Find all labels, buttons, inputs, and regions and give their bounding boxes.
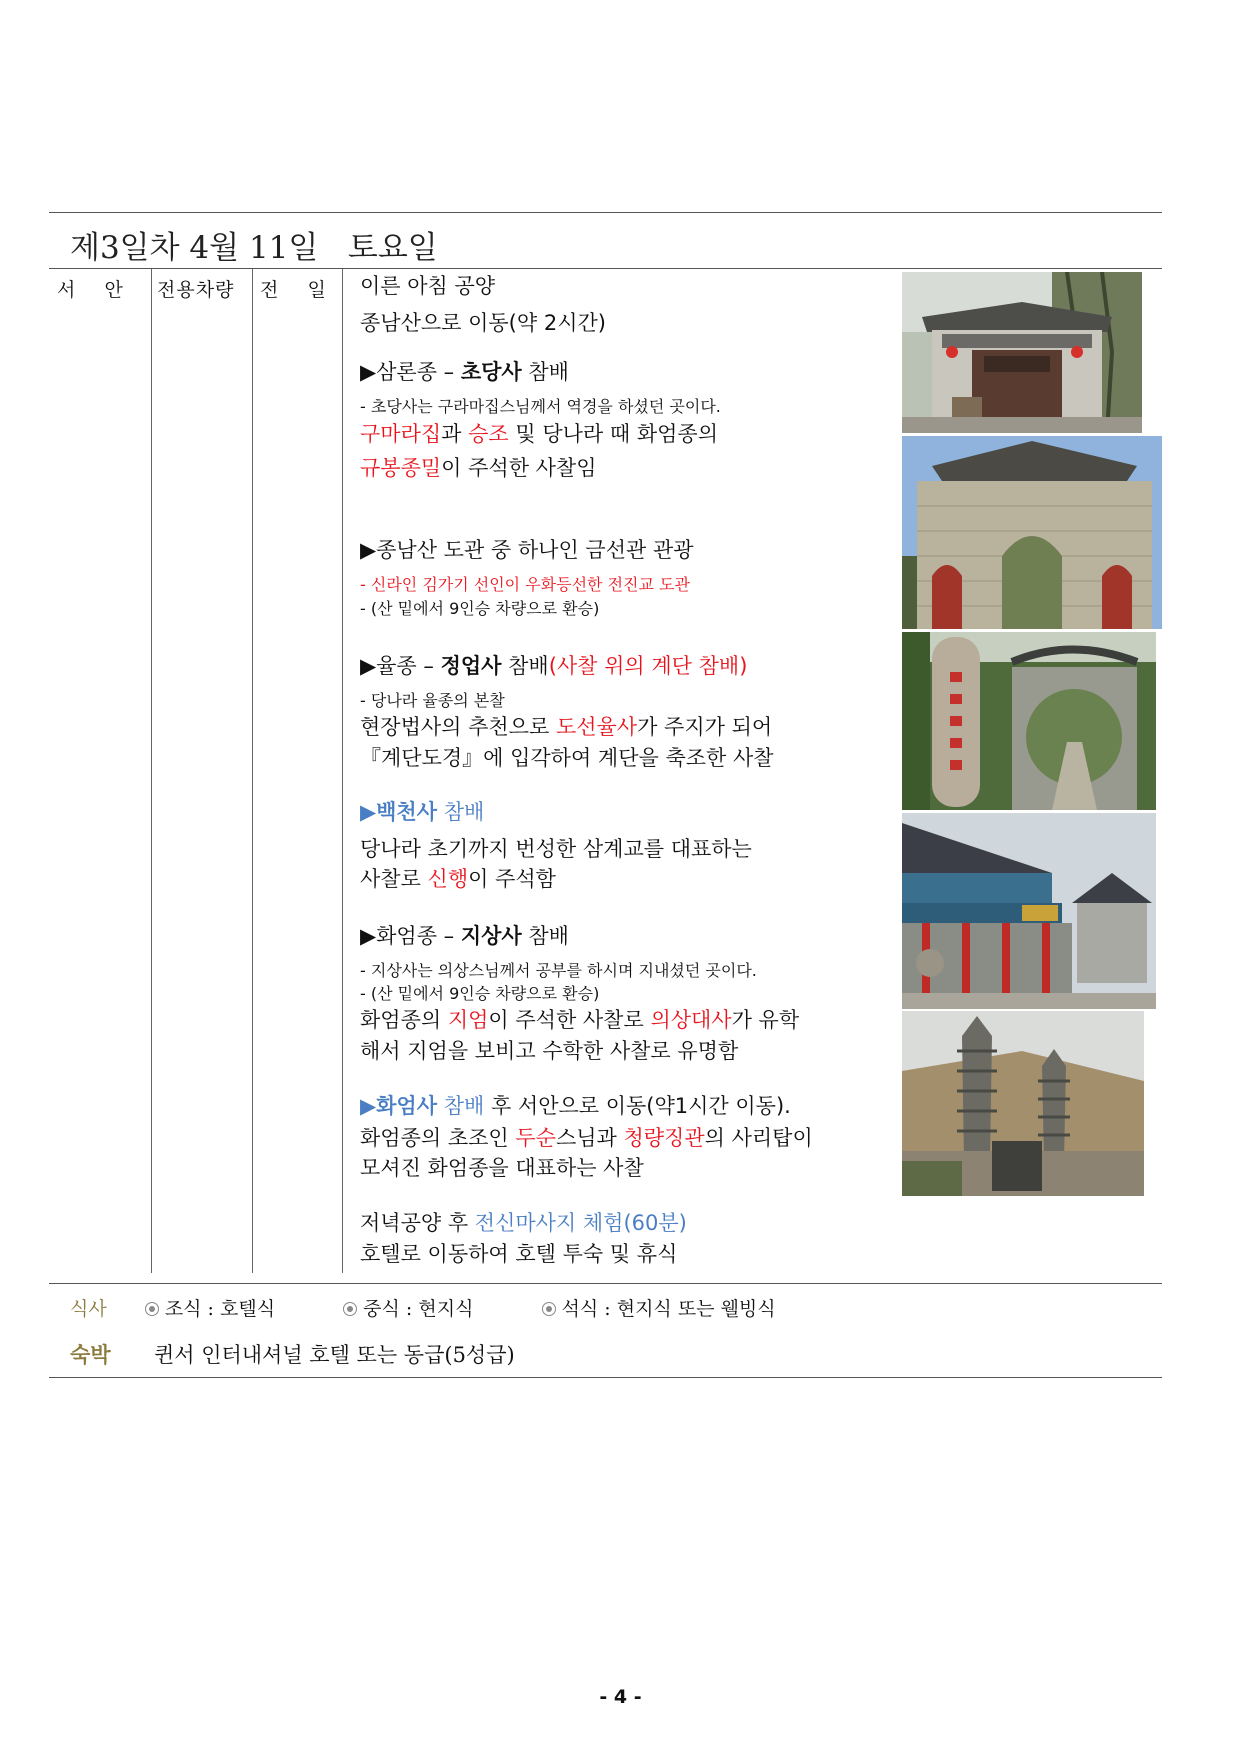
- jeongeopsa-photo: [902, 632, 1156, 810]
- radio-icon: [542, 1302, 556, 1316]
- top-rule: [49, 212, 1162, 213]
- schedule-line: 구마라집과 승조 및 당나라 때 화엄종의: [360, 422, 718, 446]
- meals-row: [70, 1294, 776, 1321]
- schedule-line: 종남산으로 이동(약 2시간): [360, 311, 606, 335]
- temple-heading-baekcheonsa: ▶백천사 참배: [360, 800, 485, 824]
- day-title: 제3일차 4월 11일 토요일: [70, 230, 438, 266]
- col-divider-2: [252, 269, 253, 1273]
- schedule-note: - 당나라 율종의 본찰: [360, 691, 505, 710]
- location-cell: 서 안: [57, 279, 124, 301]
- lunch-item: 중식 : 현지식: [343, 1294, 473, 1321]
- schedule-line: 화엄종의 지엄이 주석한 사찰로 의상대사가 유학: [360, 1008, 800, 1032]
- schedule-line: 『계단도경』에 입각하여 계단을 축조한 사찰: [360, 746, 774, 770]
- geumseongwan-photo: [902, 436, 1162, 629]
- baekcheonsa-photo: [902, 813, 1156, 1009]
- radio-icon: [343, 1302, 357, 1316]
- schedule-line: 모셔진 화엄종을 대표하는 사찰: [360, 1156, 644, 1180]
- breakfast-item: 조식 : 호텔식: [145, 1294, 275, 1321]
- schedule-line: 화엄종의 초조인 두순스님과 청량징관의 사리탑이: [360, 1126, 813, 1150]
- header-rule: [49, 268, 1162, 269]
- schedule-line: 이른 아침 공양: [360, 274, 496, 298]
- schedule-note: - 초당사는 구라마집스님께서 역경을 하셨던 곳이다.: [360, 397, 721, 416]
- temple-heading-geumseongwan: ▶종남산 도관 중 하나인 금선관 관광: [360, 538, 694, 562]
- schedule-line: 당나라 초기까지 번성한 삼계교를 대표하는: [360, 837, 752, 861]
- schedule-line: 저녁공양 후 전신마사지 체험(60분): [360, 1211, 687, 1235]
- transport-cell: 전용차량: [157, 279, 235, 301]
- schedule-line: 해서 지엄을 보비고 수학한 사찰로 유명함: [360, 1039, 739, 1063]
- temple-heading-chodangsa: ▶삼론종 – 초당사 참배: [360, 360, 569, 384]
- lodging-row: [70, 1339, 515, 1369]
- schedule-line: 규봉종밀이 주석한 사찰임: [360, 456, 597, 480]
- bottom-rule: [49, 1377, 1162, 1378]
- meals-rule: [49, 1283, 1162, 1284]
- page-number: - 4 -: [599, 1686, 642, 1708]
- schedule-note: - 지상사는 의상스님께서 공부를 하시며 지내셨던 곳이다.: [360, 961, 757, 980]
- temple-heading-hwaeomsa: ▶화엄사 참배 후 서안으로 이동(약1시간 이동).: [360, 1094, 791, 1118]
- hwaeomsa-photo: [902, 1011, 1144, 1196]
- schedule-line: 사찰로 신행이 주석함: [360, 867, 556, 891]
- col-divider-3: [342, 269, 343, 1273]
- schedule-note: - (산 밑에서 9인승 차량으로 환승): [360, 984, 600, 1003]
- meals-label: 식사: [70, 1298, 107, 1320]
- schedule-note: - 신라인 김가기 선인이 우화등선한 전진교 도관: [360, 575, 690, 594]
- chodangsa-photo: [902, 272, 1142, 433]
- dinner-item: 석식 : 현지식 또는 웰빙식: [542, 1294, 776, 1321]
- temple-heading-jisangsa: ▶화엄종 – 지상사 참배: [360, 924, 569, 948]
- lodging-value: 퀸서 인터내셔널 호텔 또는 동급(5성급): [153, 1343, 515, 1367]
- col-divider-1: [151, 269, 152, 1273]
- meals-time-cell: 전 일: [260, 279, 327, 301]
- radio-icon: [145, 1302, 159, 1316]
- schedule-line: 현장법사의 추천으로 도선율사가 주지가 되어: [360, 715, 773, 739]
- temple-heading-jeongeopsa: ▶율종 – 정업사 참배(사찰 위의 계단 참배): [360, 654, 748, 678]
- lodging-label: 숙박: [70, 1342, 111, 1367]
- schedule-note: - (산 밑에서 9인승 차량으로 환승): [360, 599, 600, 618]
- schedule-line: 호텔로 이동하여 호텔 투숙 및 휴식: [360, 1242, 678, 1266]
